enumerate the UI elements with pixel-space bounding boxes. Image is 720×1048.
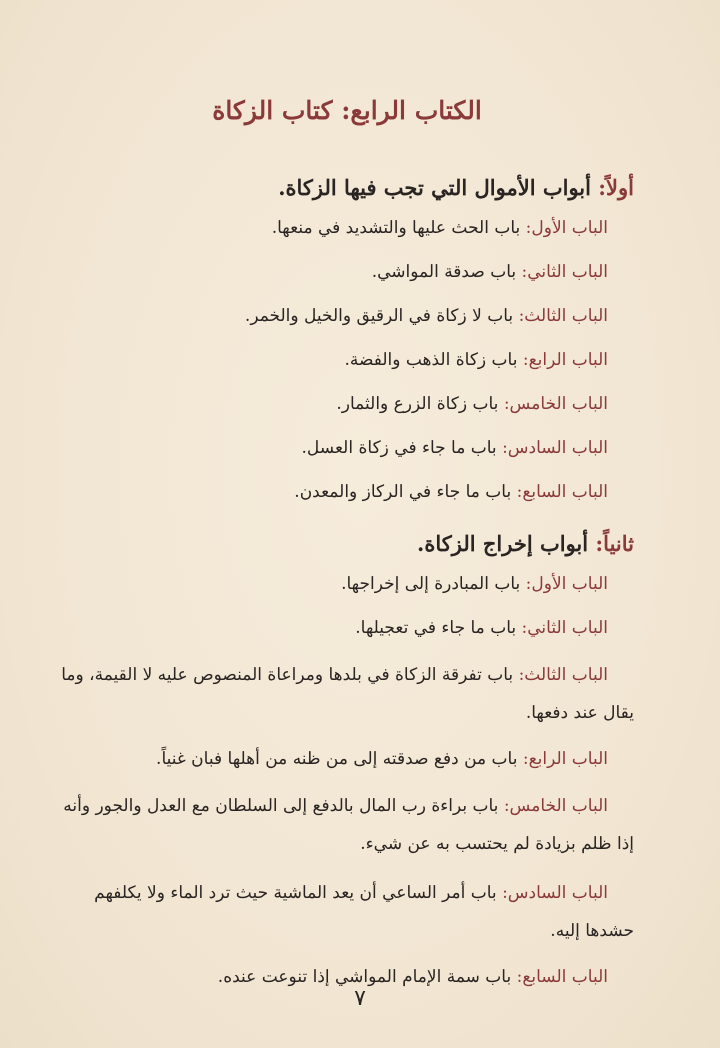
item-text: باب لا زكاة في الرقيق والخيل والخمر. <box>244 306 514 326</box>
item-label: الباب الثاني: <box>521 262 608 282</box>
page-content <box>60 96 634 1005</box>
section1-item-4 <box>60 344 634 377</box>
item-text: باب زكاة الزرع والثمار. <box>336 394 499 414</box>
item-text: باب سمة الإمام المواشي إذا تنوعت عنده. <box>217 967 512 987</box>
item-text: باب الحث عليها والتشديد في منعها. <box>271 218 521 238</box>
section1-number: أولاً: <box>598 175 634 200</box>
section1-item-3 <box>60 300 634 333</box>
item-label: الباب الخامس: <box>503 796 608 816</box>
item-text: باب أمر الساعي أن يعد الماشية حيث ترد الماء ولا يكلفهم حشدها إليه. <box>94 883 634 941</box>
section2-item-6 <box>60 874 634 950</box>
section1-heading <box>60 175 634 200</box>
section1-item-5 <box>60 388 634 421</box>
item-label: الباب السادس: <box>502 883 608 903</box>
section1-item-6 <box>60 432 634 465</box>
section1-item-7 <box>60 476 634 509</box>
item-text: باب من دفع صدقته إلى من ظنه من أهلها فبان غنياً. <box>156 749 518 769</box>
item-label: الباب السابع: <box>516 482 608 502</box>
item-label: الباب الثالث: <box>518 306 608 326</box>
item-text: باب تفرقة الزكاة في بلدها ومراعاة المنصوص عليه لا القيمة، وما يقال عند دفعها. <box>61 665 634 723</box>
item-text: باب المبادرة إلى إخراجها. <box>341 574 521 594</box>
section2-item-2 <box>60 612 634 645</box>
item-text: باب براءة رب المال بالدفع إلى السلطان مع العدل والجور وأنه إذا ظلم بزيادة لم يحتسب به عن شيء. <box>63 796 634 854</box>
section1-heading-text: أبواب الأموال التي تجب فيها الزكاة. <box>278 175 591 200</box>
item-label: الباب الأول: <box>525 218 608 238</box>
section2-item-1 <box>60 568 634 601</box>
item-label: الباب الثاني: <box>521 618 608 638</box>
section2-item-4 <box>60 743 634 776</box>
item-label: الباب الرابع: <box>522 350 608 370</box>
item-text: باب صدقة المواشي. <box>371 262 517 282</box>
section1-item-2 <box>60 256 634 289</box>
section2-item-5 <box>60 787 634 863</box>
item-text: باب ما جاء في الركاز والمعدن. <box>294 482 512 502</box>
section1-item-1 <box>60 212 634 245</box>
item-label: الباب الخامس: <box>503 394 608 414</box>
section2-heading <box>60 531 634 556</box>
item-label: الباب الثالث: <box>518 665 608 685</box>
page-number: ٧ <box>354 986 366 1011</box>
section2-number: ثانياً: <box>595 531 634 556</box>
item-label: الباب الأول: <box>525 574 608 594</box>
page-title: الكتاب الرابع: كتاب الزكاة <box>212 96 482 125</box>
item-label: الباب السابع: <box>516 967 608 987</box>
item-text: باب ما جاء في زكاة العسل. <box>301 438 497 458</box>
item-label: الباب السادس: <box>502 438 608 458</box>
item-text: باب ما جاء في تعجيلها. <box>355 618 517 638</box>
section2-heading-text: أبواب إخراج الزكاة. <box>417 531 589 556</box>
item-text: باب زكاة الذهب والفضة. <box>344 350 518 370</box>
item-label: الباب الرابع: <box>522 749 608 769</box>
section2-item-3 <box>60 656 634 732</box>
